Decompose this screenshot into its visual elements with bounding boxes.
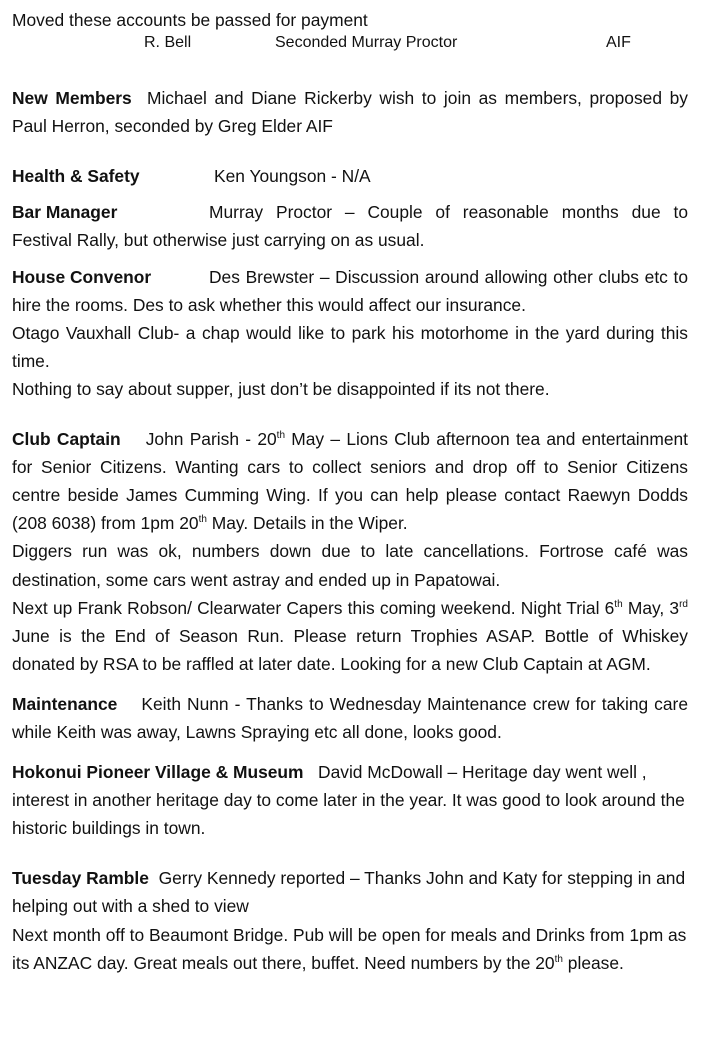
next-events-text: Next up Frank Robson/ Clearwater Capers this coming weekend. Night Trial 6 — [12, 597, 615, 618]
beaumont-text: Next month off to Beaumont Bridge. Pub will be open for meals and Drinks from 1pm as its ANZAC day. Great meals out there, buffet. Need numbers by the 20 — [12, 924, 687, 973]
bar-manager-heading: Bar Manager — [12, 202, 118, 223]
club-captain-text-cont: May – Lions Club afternoon tea and entertainment for Senior Citizens. Wanting cars to collect seniors and drop off to Senior Citizens centre beside James Cumming Wing. If you can help please contact Raewyn Dodds (208 6038) from 1pm 20 — [12, 429, 688, 534]
house-convenor-section — [12, 263, 688, 319]
maintenance-text: Keith Nunn - Thanks to Wednesday Maintenance crew for taking care while Keith was away, Lawns Spraying etc all done, looks good. — [12, 693, 689, 742]
hokonui-heading: Hokonui Pioneer Village & Museum — [12, 762, 304, 783]
new-members-text: Michael and Diane Rickerby wish to join as members, proposed by Paul Herron, seconded by Greg Elder AIF — [12, 88, 688, 137]
ordinal-suffix: rd — [679, 598, 688, 610]
maintenance-section — [12, 690, 688, 746]
health-safety-section — [12, 162, 688, 190]
new-members-heading: New Members — [12, 88, 132, 109]
ordinal-suffix: th — [614, 598, 623, 610]
ordinal-suffix: th — [198, 514, 207, 526]
next-events — [12, 594, 688, 678]
tuesday-ramble-section — [12, 864, 688, 920]
house-convenor-vauxhall: Otago Vauxhall Club- a chap would like to park his motorhome in the yard during this time. — [12, 322, 688, 371]
ordinal-suffix: th — [276, 430, 286, 442]
house-convenor-supper: Nothing to say about supper, just don’t be disappointed if its not there. — [12, 378, 550, 399]
house-convenor-heading: House Convenor — [12, 266, 152, 287]
next-events-text-end: June is the End of Season Run. Please return Trophies ASAP. Bottle of Whiskey donated by RSA to be raffled at later date. Looking for a new Club Captain at AGM. — [12, 625, 688, 674]
maintenance-heading: Maintenance — [12, 693, 118, 714]
diggers-run: Diggers run was ok, numbers down due to late cancellations. Fortrose café was destination, some cars went astray and ended up in Papatowai. — [12, 541, 688, 590]
accounts-motion: Moved these accounts be passed for payment — [12, 10, 368, 30]
hokonui-text: David McDowall – Heritage day went well , interest in another heritage day to come later in the year. It was good to look around the historic buildings in town. — [12, 762, 685, 839]
beaumont-bridge — [12, 921, 688, 977]
next-events-text-cont: May, 3 — [622, 597, 680, 618]
tuesday-ramble-heading: Tuesday Ramble — [12, 868, 149, 889]
beaumont-text-end: please. — [562, 952, 624, 973]
tuesday-ramble-text: Gerry Kennedy reported – Thanks John and Katy for stepping in and helping out with a shed to view — [12, 868, 686, 917]
club-captain-heading: Club Captain — [12, 429, 121, 450]
mover-name: R. Bell — [144, 34, 192, 52]
health-safety-text: Ken Youngson - N/A — [214, 166, 371, 187]
club-captain-text: John Parish - 20 — [145, 429, 277, 450]
new-members-section — [12, 84, 688, 140]
ordinal-suffix: th — [554, 953, 563, 965]
health-safety-heading: Health & Safety — [12, 166, 140, 187]
motion-signatures — [12, 34, 688, 62]
club-captain-section — [12, 425, 688, 537]
house-convenor-text: Des Brewster – Discussion around allowing other clubs etc to hire the rooms. Des to ask whether this would affect our insurance. — [12, 266, 688, 315]
motion-result: AIF — [606, 34, 631, 52]
minutes-page — [12, 6, 688, 977]
bar-manager-section — [12, 198, 688, 254]
hokonui-section — [12, 758, 688, 842]
seconder-name: Seconded Murray Proctor — [275, 34, 458, 52]
club-captain-text-end: May. Details in the Wiper. — [206, 513, 408, 534]
bar-manager-text: Murray Proctor – Couple of reasonable months due to Festival Rally, but otherwise just carrying on as usual. — [12, 202, 688, 251]
